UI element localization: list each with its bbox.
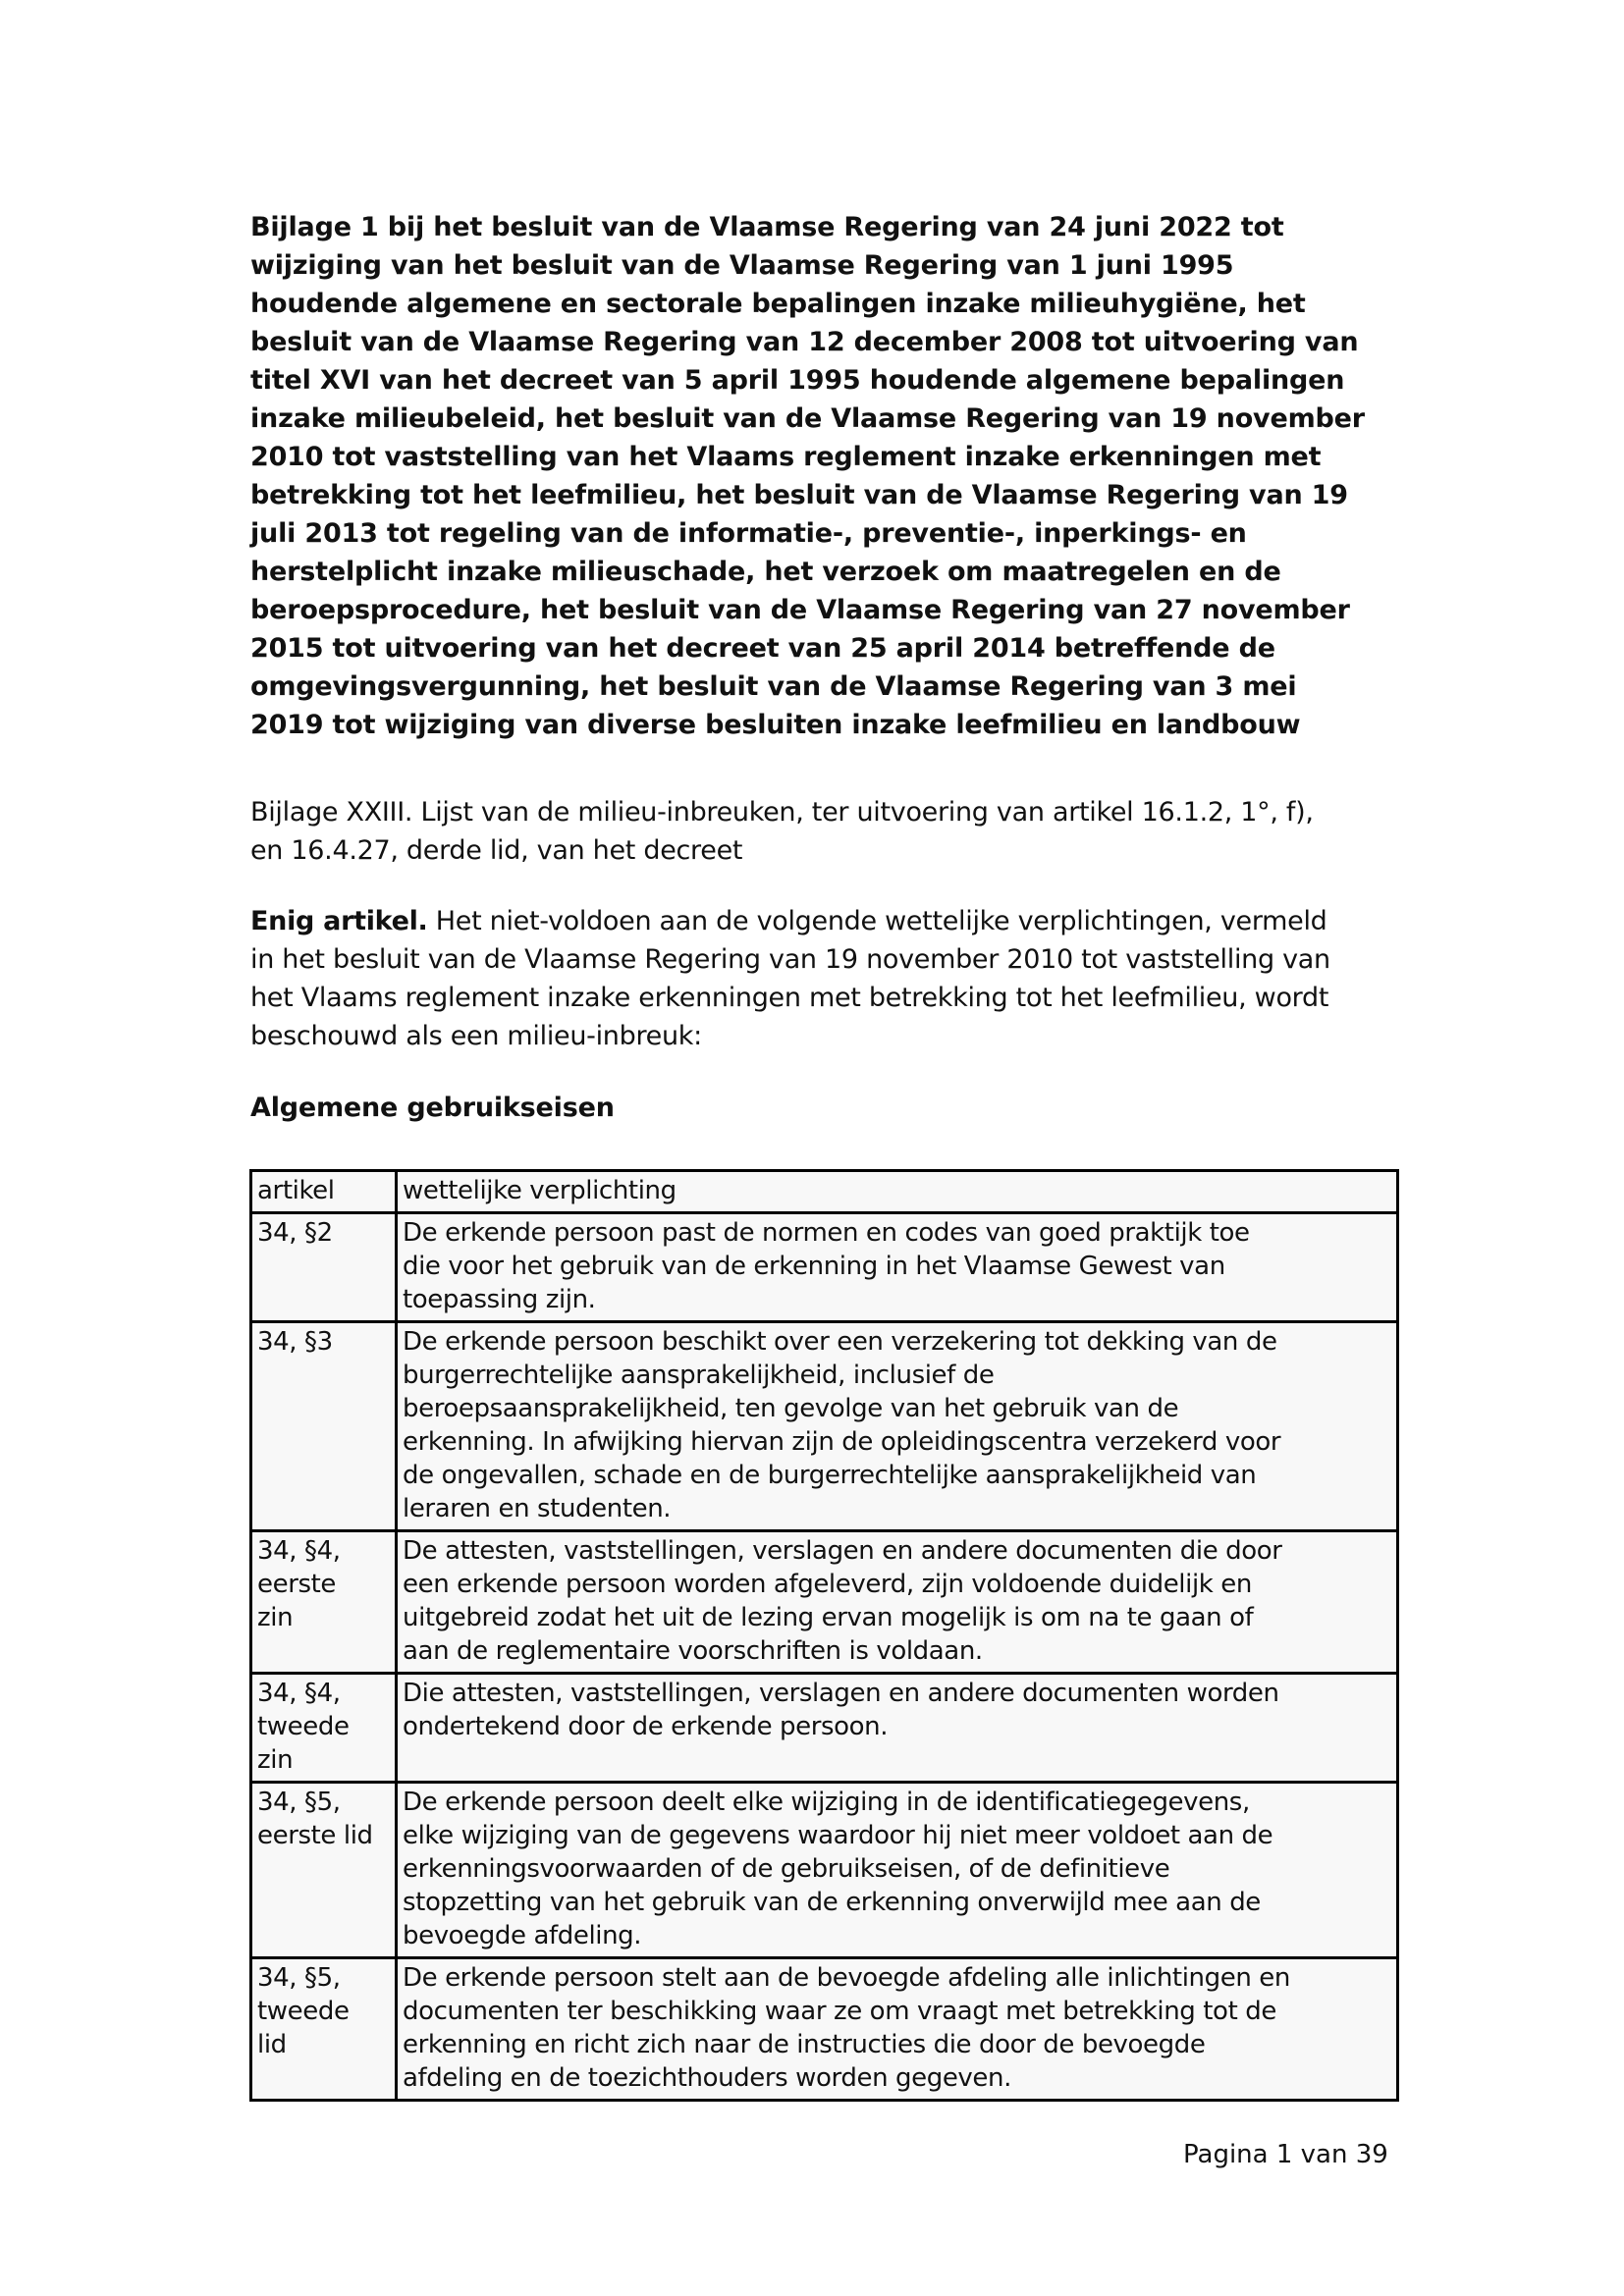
heading-line: inzake milieubeleid, het besluit van de Vlaamse Regering van 19 november <box>250 403 1365 434</box>
heading-line: betrekking tot het leefmilieu, het besluit van de Vlaamse Regering van 19 <box>250 480 1348 510</box>
table-header-row <box>251 1171 1398 1213</box>
artikel-line: eerste lid <box>257 1821 373 1850</box>
verplichting-line: leraren en studenten. <box>403 1494 672 1523</box>
artikel-line: 34, §5, <box>257 1963 341 1993</box>
cell-verplichting <box>397 1213 1398 1322</box>
artikel-line: 34, §4, <box>257 1679 341 1708</box>
cell-artikel <box>251 1958 397 2101</box>
verplichting-line: afdeling en de toezichthouders worden gegeven. <box>403 2063 1011 2093</box>
verplichting-line: documenten ter beschikking waar ze om vraagt met betrekking tot de <box>403 1997 1276 2026</box>
verplichting-line: Die attesten, vaststellingen, verslagen en andere documenten worden <box>403 1679 1279 1708</box>
heading-line: besluit van de Vlaamse Regering van 12 december 2008 tot uitvoering van <box>250 327 1359 357</box>
cell-artikel <box>251 1213 397 1322</box>
verplichting-line: ondertekend door de erkende persoon. <box>403 1712 889 1741</box>
artikel-line: lid <box>257 2030 287 2059</box>
verplichting-line: stopzetting van het gebruik van de erkenning onverwijld mee aan de <box>403 1888 1261 1917</box>
table-row <box>251 1958 1398 2101</box>
section-title: Algemene gebruikseisen <box>250 1093 615 1123</box>
heading-line: 2015 tot uitvoering van het decreet van 25 april 2014 betreffende de <box>250 633 1275 664</box>
artikel-line: 34, §4, <box>257 1536 341 1566</box>
heading-line: titel XVI van het decreet van 5 april 1995 houdende algemene bepalingen <box>250 365 1345 396</box>
cell-artikel <box>251 1783 397 1958</box>
verplichting-line: De erkende persoon beschikt over een verzekering tot dekking van de <box>403 1327 1277 1357</box>
article-text-line: het Vlaams reglement inzake erkenningen met betrekking tot het leefmilieu, wordt <box>250 983 1329 1013</box>
article-label: Enig artikel. <box>250 906 428 936</box>
verplichting-line: aan de reglementaire voorschriften is voldaan. <box>403 1636 983 1666</box>
heading-line: juli 2013 tot regeling van de informatie-, preventie-, inperkings- en <box>250 518 1247 549</box>
cell-verplichting <box>397 1674 1398 1783</box>
heading-line: beroepsprocedure, het besluit van de Vlaamse Regering van 27 november <box>250 595 1350 625</box>
heading-line: Bijlage 1 bij het besluit van de Vlaamse Regering van 24 juni 2022 tot <box>250 212 1284 242</box>
verplichting-line: een erkende persoon worden afgeleverd, zijn voldoende duidelijk en <box>403 1570 1252 1599</box>
page-number: Pagina 1 van 39 <box>1183 2140 1388 2169</box>
artikel-line: zin <box>257 1745 294 1775</box>
artikel-line: 34, §3 <box>257 1327 333 1357</box>
cell-verplichting <box>397 1958 1398 2101</box>
artikel-line: tweede <box>257 1712 350 1741</box>
table-row <box>251 1674 1398 1783</box>
verplichting-line: toepassing zijn. <box>403 1285 596 1314</box>
table-row <box>251 1322 1398 1531</box>
table-row <box>251 1783 1398 1958</box>
verplichting-line: erkenning en richt zich naar de instructies die door de bevoegde <box>403 2030 1206 2059</box>
heading-line: houdende algemene en sectorale bepalingen inzake milieuhygiëne, het <box>250 289 1306 319</box>
heading-line: wijziging van het besluit van de Vlaamse Regering van 1 juni 1995 <box>250 250 1234 281</box>
cell-verplichting <box>397 1531 1398 1674</box>
cell-artikel <box>251 1674 397 1783</box>
verplichting-line: die voor het gebruik van de erkenning in het Vlaamse Gewest van <box>403 1252 1225 1281</box>
header-artikel: artikel <box>251 1171 397 1213</box>
verplichting-line: de ongevallen, schade en de burgerrechtelijke aansprakelijkheid van <box>403 1461 1257 1490</box>
artikel-line: zin <box>257 1603 294 1632</box>
verplichting-line: uitgebreid zodat het uit de lezing ervan mogelijk is om na te gaan of <box>403 1603 1254 1632</box>
table-row <box>251 1531 1398 1674</box>
verplichting-line: De erkende persoon stelt aan de bevoegde afdeling alle inlichtingen en <box>403 1963 1290 1993</box>
subtitle-line: en 16.4.27, derde lid, van het decreet <box>250 835 743 866</box>
cell-verplichting <box>397 1322 1398 1531</box>
document-heading <box>250 208 1409 744</box>
cell-artikel <box>251 1531 397 1674</box>
obligations-table <box>249 1169 1399 2102</box>
article-text-line: beschouwd als een milieu-inbreuk: <box>250 1021 702 1051</box>
cell-artikel <box>251 1322 397 1531</box>
verplichting-line: beroepsaansprakelijkheid, ten gevolge van het gebruik van de <box>403 1394 1179 1423</box>
article-paragraph <box>250 902 1409 1055</box>
verplichting-line: De attesten, vaststellingen, verslagen en andere documenten die door <box>403 1536 1282 1566</box>
heading-line: herstelplicht inzake milieuschade, het verzoek om maatregelen en de <box>250 557 1281 587</box>
annex-subtitle <box>250 793 1409 870</box>
heading-line: omgevingsvergunning, het besluit van de Vlaamse Regering van 3 mei <box>250 671 1297 702</box>
verplichting-line: erkenning. In afwijking hiervan zijn de opleidingscentra verzekerd voor <box>403 1427 1281 1457</box>
artikel-line: tweede <box>257 1997 350 2026</box>
table-row <box>251 1213 1398 1322</box>
header-verplichting: wettelijke verplichting <box>397 1171 1398 1213</box>
verplichting-line: burgerrechtelijke aansprakelijkheid, inclusief de <box>403 1361 995 1390</box>
article-text-first-line: Het niet-voldoen aan de volgende wettelijke verplichtingen, vermeld <box>427 906 1327 936</box>
verplichting-line: De erkende persoon past de normen en codes van goed praktijk toe <box>403 1218 1250 1248</box>
verplichting-line: erkenningsvoorwaarden of de gebruikseisen, of de definitieve <box>403 1854 1170 1884</box>
heading-line: 2019 tot wijziging van diverse besluiten inzake leefmilieu en landbouw <box>250 710 1301 740</box>
verplichting-line: De erkende persoon deelt elke wijziging in de identificatiegegevens, <box>403 1788 1250 1817</box>
artikel-line: eerste <box>257 1570 337 1599</box>
artikel-line: 34, §5, <box>257 1788 341 1817</box>
cell-verplichting <box>397 1783 1398 1958</box>
article-text-line: in het besluit van de Vlaamse Regering van 19 november 2010 tot vaststelling van <box>250 944 1330 975</box>
verplichting-line: elke wijziging van de gegevens waardoor hij niet meer voldoet aan de <box>403 1821 1273 1850</box>
verplichting-line: bevoegde afdeling. <box>403 1921 642 1950</box>
subtitle-line: Bijlage XXIII. Lijst van de milieu-inbreuken, ter uitvoering van artikel 16.1.2, 1°, f), <box>250 797 1314 828</box>
artikel-line: 34, §2 <box>257 1218 333 1248</box>
heading-line: 2010 tot vaststelling van het Vlaams reglement inzake erkenningen met <box>250 442 1322 472</box>
